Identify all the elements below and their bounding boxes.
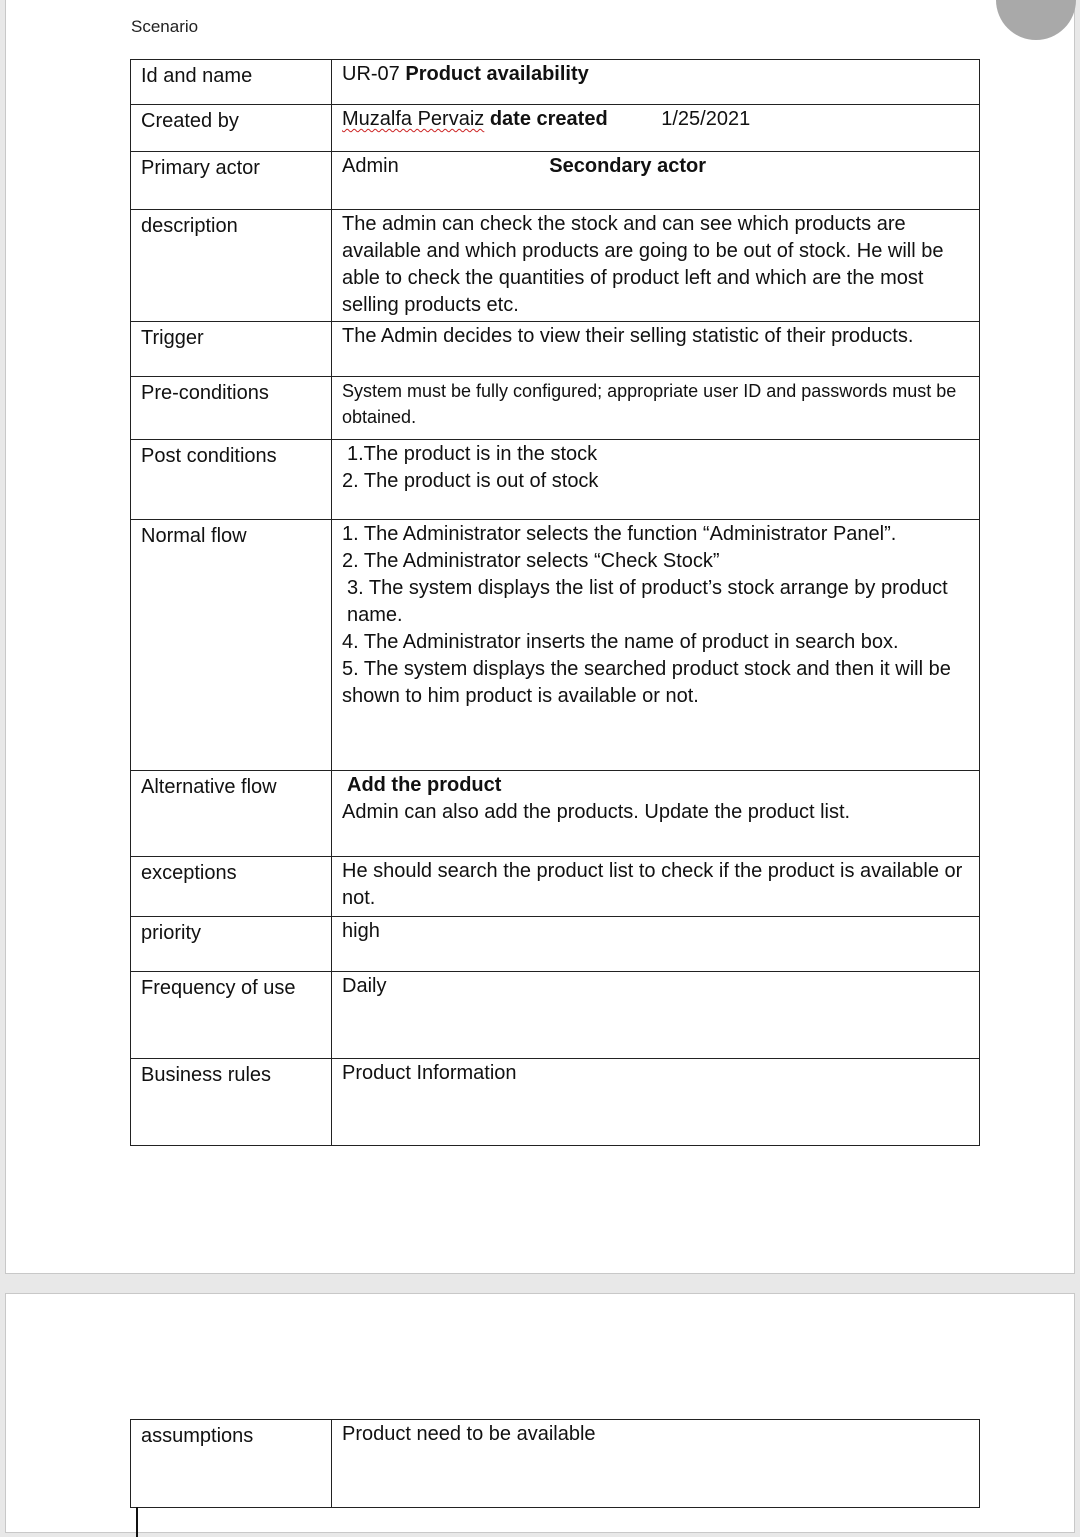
label-exceptions: exceptions xyxy=(131,857,332,917)
post-condition-item: 1.The product is in the stock xyxy=(347,443,598,465)
label-priority: priority xyxy=(131,917,332,972)
value-trigger: The Admin decides to view their selling statistic of their products. xyxy=(332,322,980,377)
row-trigger xyxy=(131,322,980,377)
normal-flow-step: 1. The Administrator selects the function “Administrator Panel”. xyxy=(342,523,897,545)
label-alternative-flow: Alternative flow xyxy=(131,771,332,857)
row-id-and-name xyxy=(131,60,980,105)
alternative-flow-text: Admin can also add the products. Update the product list. xyxy=(342,801,851,823)
normal-flow-step: 2. The Administrator selects “Check Stock” xyxy=(342,550,720,572)
normal-flow-step: 4. The Administrator inserts the name of product in search box. xyxy=(342,631,899,653)
label-business-rules: Business rules xyxy=(131,1059,332,1146)
label-primary-actor: Primary actor xyxy=(131,152,332,210)
use-case-id: UR-07 xyxy=(342,63,400,85)
value-business-rules: Product Information xyxy=(332,1059,980,1146)
row-normal-flow xyxy=(131,520,980,771)
assumptions-table xyxy=(130,1419,980,1508)
value-exceptions: He should search the product list to check if the product is available or not. xyxy=(332,857,980,917)
date-created-value: 1/25/2021 xyxy=(661,108,751,130)
row-business-rules xyxy=(131,1059,980,1146)
value-created-by xyxy=(332,105,980,152)
row-description xyxy=(131,210,980,322)
row-exceptions xyxy=(131,857,980,917)
label-trigger: Trigger xyxy=(131,322,332,377)
label-id-and-name: Id and name xyxy=(131,60,332,105)
label-post-conditions: Post conditions xyxy=(131,440,332,520)
normal-flow-step: 5. The system displays the searched product stock and then it will be shown to him product is available or not. xyxy=(342,658,951,707)
scenario-label: Scenario xyxy=(131,17,199,36)
post-condition-item: 2. The product is out of stock xyxy=(342,470,599,492)
label-description: description xyxy=(131,210,332,322)
label-pre-conditions: Pre-conditions xyxy=(131,377,332,440)
row-pre-conditions xyxy=(131,377,980,440)
value-id-and-name xyxy=(332,60,980,105)
document-page-2 xyxy=(5,1293,1075,1533)
normal-flow-step: 3. The system displays the list of product’s stock arrange by product name. xyxy=(347,577,948,626)
value-normal-flow xyxy=(332,520,980,771)
label-normal-flow: Normal flow xyxy=(131,520,332,771)
value-post-conditions xyxy=(332,440,980,520)
row-created-by xyxy=(131,105,980,152)
document-page-1 xyxy=(5,0,1075,1274)
value-description: The admin can check the stock and can see which products are available and which products are going to be out of stock. He will be able to check the quantities of product left and which are the most selling products etc. xyxy=(332,210,980,322)
row-post-conditions xyxy=(131,440,980,520)
row-priority xyxy=(131,917,980,972)
primary-actor-value: Admin xyxy=(342,155,399,177)
value-alternative-flow xyxy=(332,771,980,857)
label-assumptions: assumptions xyxy=(131,1420,332,1508)
label-created-by: Created by xyxy=(131,105,332,152)
use-case-name: Product availability xyxy=(405,63,589,85)
value-frequency-of-use: Daily xyxy=(332,972,980,1059)
value-assumptions: Product need to be available xyxy=(332,1420,980,1508)
row-alternative-flow xyxy=(131,771,980,857)
value-priority: high xyxy=(332,917,980,972)
author-name: Muzalfa Pervaiz xyxy=(342,108,485,130)
row-frequency-of-use xyxy=(131,972,980,1059)
value-pre-conditions: System must be fully configured; appropriate user ID and passwords must be obtained. xyxy=(332,377,980,440)
row-primary-actor xyxy=(131,152,980,210)
date-created-label: date created xyxy=(489,108,608,130)
alternative-flow-title: Add the product xyxy=(347,774,502,796)
secondary-actor-label: Secondary actor xyxy=(549,155,706,177)
use-case-table xyxy=(130,59,980,1146)
label-frequency-of-use: Frequency of use xyxy=(131,972,332,1059)
value-primary-actor xyxy=(332,152,980,210)
row-assumptions xyxy=(131,1420,980,1508)
text-cursor xyxy=(136,1507,138,1537)
